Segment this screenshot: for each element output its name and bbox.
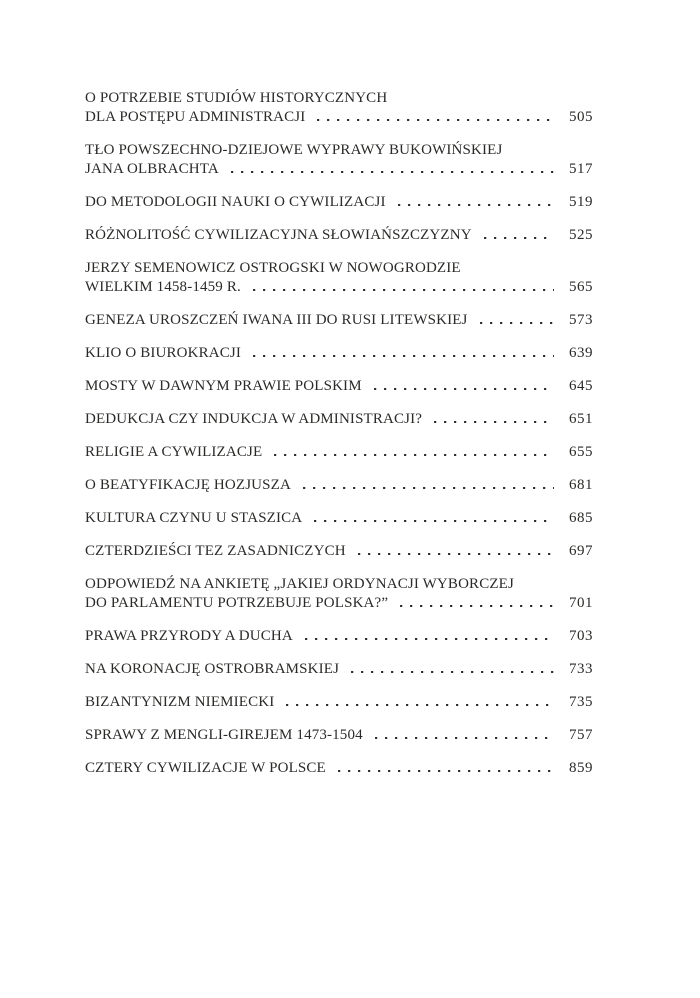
entry-page-number: 525 — [569, 227, 593, 243]
toc-entry — [85, 226, 593, 245]
dot-leader — [303, 487, 554, 489]
entry-page-number: 757 — [569, 727, 593, 743]
entry-title-line: DO PARLAMENTU POTRZEBUJE POLSKA?” — [85, 595, 389, 611]
entry-title-line: KLIO O BIUROKRACJI — [85, 345, 242, 361]
entry-title-line: RÓŻNOLITOŚĆ CYWILIZACYJNA SŁOWIAŃSZCZYZNY — [85, 227, 472, 243]
entry-page-number: 573 — [569, 312, 593, 328]
dot-leader — [400, 605, 554, 607]
entry-title-line: SPRAWY Z MENGLI-GIREJEM 1473-1504 — [85, 727, 363, 743]
entry-page-number: 517 — [569, 161, 593, 177]
entry-page-number: 859 — [569, 760, 593, 776]
entry-title-line: CZTERY CYWILIZACJE W POLSCE — [85, 760, 326, 776]
entry-title-line: MOSTY W DAWNYM PRAWIE POLSKIM — [85, 378, 362, 394]
dot-leader — [351, 671, 554, 673]
entry-page-number: 505 — [569, 109, 593, 125]
entry-title-line: NA KORONACJĘ OSTROBRAMSKIEJ — [85, 661, 340, 677]
entry-title-line: CZTERDZIEŚCI TEZ ZASADNICZYCH — [85, 543, 346, 559]
entry-page-number: 519 — [569, 194, 593, 210]
dot-leader — [274, 454, 554, 456]
dot-leader — [358, 553, 554, 555]
dot-leader — [375, 737, 554, 739]
entry-title-line: KULTURA CZYNU U STASZICA — [85, 510, 303, 526]
toc-entry — [85, 344, 593, 363]
toc-entry — [85, 660, 593, 679]
toc-entry — [85, 759, 593, 778]
entry-title-line: TŁO POWSZECHNO-DZIEJOWE WYPRAWY BUKOWIŃSKIEJ — [85, 142, 503, 158]
dot-leader — [253, 355, 554, 357]
dot-leader — [374, 388, 554, 390]
dot-leader — [484, 237, 554, 239]
toc-entry — [85, 627, 593, 646]
entry-title-line: O BEATYFIKACJĘ HOZJUSZA — [85, 477, 291, 493]
dot-leader — [338, 770, 554, 772]
entry-page-number: 681 — [569, 477, 593, 493]
entry-title-line: BIZANTYNIZM NIEMIECKI — [85, 694, 275, 710]
entry-title-line: JERZY SEMENOWICZ OSTROGSKI W NOWOGRODZIE — [85, 260, 461, 276]
entry-title-line: JANA OLBRACHTA — [85, 161, 219, 177]
entry-page-number: 703 — [569, 628, 593, 644]
toc-entry — [85, 89, 593, 127]
toc-entry — [85, 693, 593, 712]
toc-entry — [85, 377, 593, 396]
toc-entry — [85, 476, 593, 495]
dot-leader — [314, 520, 554, 522]
toc-entry — [85, 311, 593, 330]
toc-entry — [85, 509, 593, 528]
entry-page-number: 733 — [569, 661, 593, 677]
toc-entry — [85, 259, 593, 297]
entry-title-line: PRAWA PRZYRODY A DUCHA — [85, 628, 293, 644]
toc-entry — [85, 443, 593, 462]
entry-page-number: 639 — [569, 345, 593, 361]
entry-page-number: 697 — [569, 543, 593, 559]
entry-title-line: GENEZA UROSZCZEŃ IWANA III DO RUSI LITEWSKIEJ — [85, 312, 468, 328]
toc-entry — [85, 542, 593, 561]
entry-title-line: RELIGIE A CYWILIZACJE — [85, 444, 263, 460]
toc-entry — [85, 726, 593, 745]
toc-entry — [85, 193, 593, 212]
entry-title-line: WIELKIM 1458-1459 R. — [85, 279, 241, 295]
dot-leader — [398, 204, 554, 206]
entry-page-number: 651 — [569, 411, 593, 427]
dot-leader — [253, 289, 554, 291]
entry-page-number: 645 — [569, 378, 593, 394]
entry-page-number: 655 — [569, 444, 593, 460]
toc-list — [85, 89, 593, 778]
dot-leader — [317, 119, 554, 121]
dot-leader — [305, 638, 554, 640]
dot-leader — [434, 421, 554, 423]
entry-page-number: 701 — [569, 595, 593, 611]
toc-entry — [85, 575, 593, 613]
entry-page-number: 685 — [569, 510, 593, 526]
entry-title-line: ODPOWIEDŹ NA ANKIETĘ „JAKIEJ ORDYNACJI WYBORCZEJ — [85, 576, 514, 592]
dot-leader — [286, 704, 554, 706]
toc-entry — [85, 410, 593, 429]
entry-title-line: DO METODOLOGII NAUKI O CYWILIZACJI — [85, 194, 386, 210]
entry-page-number: 565 — [569, 279, 593, 295]
dot-leader — [480, 322, 554, 324]
entry-title-line: DEDUKCJA CZY INDUKCJA W ADMINISTRACJI? — [85, 411, 423, 427]
toc-entry — [85, 141, 593, 179]
entry-title-line: O POTRZEBIE STUDIÓW HISTORYCZNYCH — [85, 90, 388, 106]
dot-leader — [231, 171, 554, 173]
entry-title-line: DLA POSTĘPU ADMINISTRACJI — [85, 109, 306, 125]
entry-page-number: 735 — [569, 694, 593, 710]
